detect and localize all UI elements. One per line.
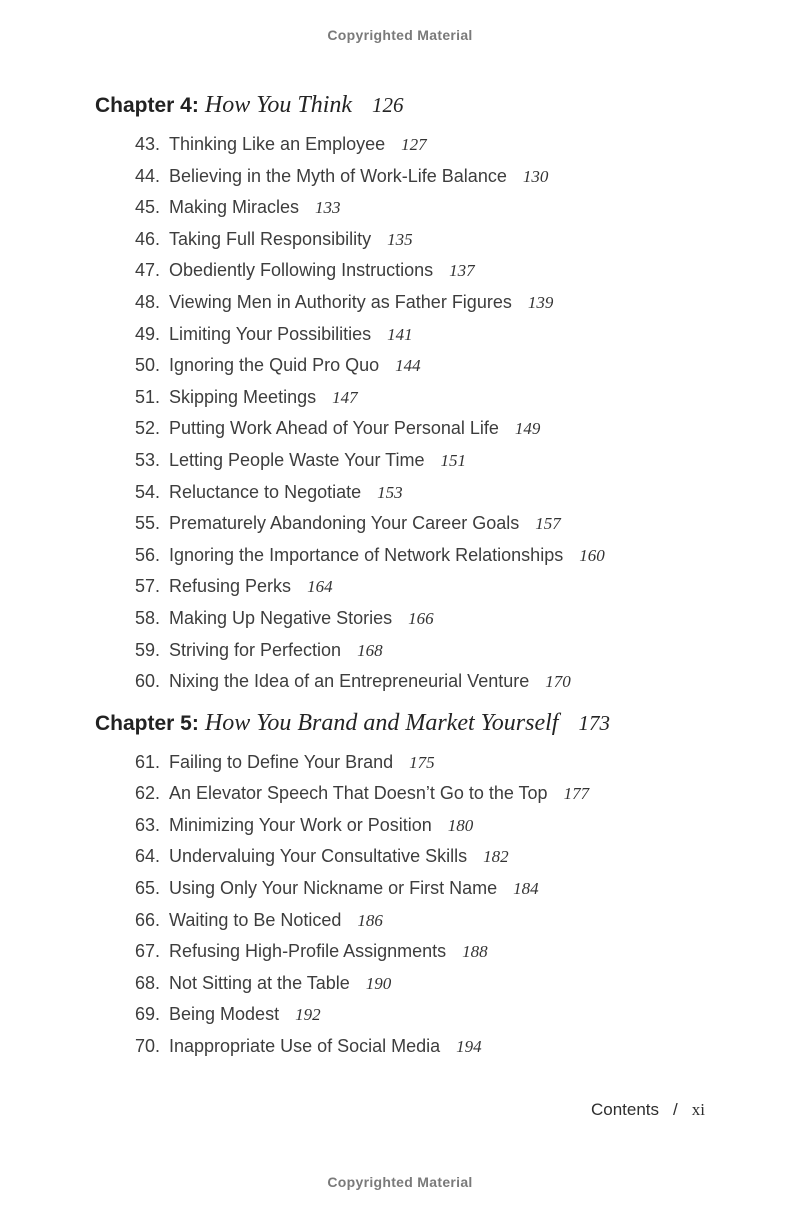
item-title: Nixing the Idea of an Entrepreneurial Venture (169, 671, 530, 692)
item-number: 67. (134, 941, 160, 962)
item-page-number: 127 (401, 135, 427, 154)
item-number: 51. (134, 386, 160, 407)
chapter-label: Chapter 5: (95, 711, 199, 735)
item-number: 48. (134, 291, 160, 312)
item-number: 44. (134, 165, 160, 186)
item-number: 56. (134, 544, 160, 565)
item-number: 45. (134, 197, 160, 218)
item-page-number: 147 (332, 387, 358, 407)
toc-item (95, 382, 760, 414)
item-title: Being Modest (169, 1004, 280, 1025)
item-page-number: 157 (535, 514, 561, 534)
item-title: Ignoring the Quid Pro Quo (169, 355, 380, 376)
toc-item (95, 287, 760, 319)
item-number: 64. (134, 846, 160, 867)
item-page-number: 151 (440, 450, 466, 470)
item-page-number: 192 (295, 1005, 321, 1025)
item-page-number: 141 (387, 324, 413, 344)
toc-item (95, 810, 760, 842)
item-title: Thinking Like an Employee (169, 134, 386, 154)
item-number: 60. (134, 671, 160, 692)
item-title: Waiting to Be Noticed (169, 909, 342, 930)
item-number: 65. (134, 878, 160, 899)
item-number: 43. (134, 134, 160, 154)
toc-item (95, 350, 760, 382)
item-page-number: 177 (563, 784, 590, 804)
item-number: 63. (134, 814, 160, 835)
toc-item (95, 747, 760, 779)
item-page-number: 133 (315, 198, 341, 218)
item-page-number: 190 (365, 973, 392, 993)
item-number: 61. (134, 751, 160, 772)
toc-item (95, 319, 760, 351)
chapter-heading (95, 90, 760, 121)
toc-item (95, 841, 760, 873)
footer-section-label: Contents (590, 1100, 660, 1119)
item-title: Letting People Waste Your Time (169, 449, 425, 470)
toc-item (95, 445, 760, 477)
toc-item (95, 1031, 760, 1063)
item-title: Prematurely Abandoning Your Career Goals (169, 513, 520, 534)
item-number: 69. (134, 1004, 160, 1025)
item-page-number: 139 (527, 292, 554, 312)
toc-item (95, 635, 760, 667)
item-number: 46. (134, 228, 160, 249)
item-number: 62. (134, 783, 160, 804)
item-page-number: 186 (357, 910, 383, 930)
item-page-number: 149 (514, 419, 541, 439)
item-title: Believing in the Myth of Work-Life Balance (169, 165, 507, 186)
item-number: 52. (134, 418, 160, 439)
item-page-number: 180 (447, 815, 474, 835)
toc-item (95, 905, 760, 937)
toc-item (95, 129, 760, 161)
toc-item (95, 571, 760, 603)
item-page-number: 164 (307, 577, 333, 597)
chapter-items (95, 747, 760, 1063)
item-number: 58. (134, 607, 160, 628)
item-number: 70. (134, 1036, 160, 1057)
item-number: 57. (134, 576, 160, 597)
item-number: 59. (134, 639, 160, 660)
item-page-number: 168 (357, 640, 383, 660)
item-title: Striving for Perfection (169, 639, 342, 660)
toc-item (95, 508, 760, 540)
toc-item (95, 161, 760, 193)
item-page-number: 153 (377, 482, 403, 502)
item-page-number: 184 (513, 879, 539, 899)
item-number: 66. (134, 909, 160, 930)
chapter-items (95, 129, 760, 698)
toc-item (95, 603, 760, 635)
item-page-number: 135 (387, 229, 413, 249)
item-page-number: 194 (456, 1037, 482, 1057)
item-page-number: 170 (545, 672, 571, 692)
item-title: Undervaluing Your Consultative Skills (169, 846, 468, 867)
item-title: Not Sitting at the Table (169, 972, 350, 993)
item-title: Inappropriate Use of Social Media (169, 1036, 441, 1057)
toc-item (95, 936, 760, 968)
item-number: 55. (134, 513, 160, 534)
item-title: Taking Full Responsibility (169, 228, 372, 249)
item-page-number: 166 (408, 608, 434, 628)
item-title: Making Miracles (169, 197, 300, 218)
item-number: 53. (134, 449, 160, 470)
toc-item (95, 999, 760, 1031)
item-title: Minimizing Your Work or Position (169, 814, 432, 835)
toc-item (95, 540, 760, 572)
toc-item (95, 968, 760, 1000)
item-title: Putting Work Ahead of Your Personal Life (169, 418, 499, 439)
toc-item (95, 413, 760, 445)
toc-item (95, 255, 760, 287)
table-of-contents (95, 90, 760, 1063)
item-number: 54. (134, 481, 160, 502)
copyright-notice-bottom: Copyrighted Material (327, 1174, 473, 1190)
item-title: Refusing Perks (169, 576, 292, 597)
item-title: Viewing Men in Authority as Father Figures (169, 291, 512, 312)
item-title: Obediently Following Instructions (169, 260, 434, 281)
item-title: Skipping Meetings (169, 386, 317, 407)
item-page-number: 175 (409, 752, 435, 772)
item-page-number: 137 (449, 261, 475, 281)
footer-page-number: xi (691, 1100, 705, 1119)
toc-item (95, 224, 760, 256)
item-number: 49. (134, 323, 160, 344)
copyright-notice-top: Copyrighted Material (327, 27, 473, 43)
toc-item (95, 778, 760, 810)
page-footer (591, 1100, 705, 1120)
item-number: 68. (134, 972, 160, 993)
item-page-number: 188 (462, 942, 488, 962)
chapter-title-text: How You Think (204, 92, 353, 118)
item-page-number: 144 (395, 356, 421, 376)
chapter-section (95, 708, 760, 1063)
chapter-page-number: 173 (578, 710, 610, 735)
toc-item (95, 192, 760, 224)
item-page-number: 182 (483, 847, 509, 867)
toc-item (95, 873, 760, 905)
chapter-label: Chapter 4: (95, 94, 199, 117)
toc-item (95, 477, 760, 509)
item-number: 50. (134, 355, 160, 376)
chapter-heading (95, 708, 760, 739)
item-title: Reluctance to Negotiate (169, 481, 362, 502)
chapter-section (95, 90, 760, 698)
item-title: Ignoring the Importance of Network Relationships (169, 544, 564, 565)
item-page-number: 160 (579, 545, 605, 565)
footer-separator: / (673, 1100, 678, 1119)
item-title: Using Only Your Nickname or First Name (169, 878, 498, 899)
item-number: 47. (134, 260, 160, 281)
item-page-number: 130 (522, 166, 549, 186)
item-title: Refusing High-Profile Assignments (169, 941, 447, 962)
item-title: An Elevator Speech That Doesn’t Go to the Top (169, 783, 548, 804)
item-title: Failing to Define Your Brand (169, 751, 394, 772)
chapter-page-number: 126 (372, 93, 404, 117)
chapter-title-text: How You Brand and Market Yourself (204, 709, 559, 736)
item-title: Making Up Negative Stories (169, 607, 393, 628)
toc-item (95, 666, 760, 698)
item-title: Limiting Your Possibilities (169, 323, 372, 344)
